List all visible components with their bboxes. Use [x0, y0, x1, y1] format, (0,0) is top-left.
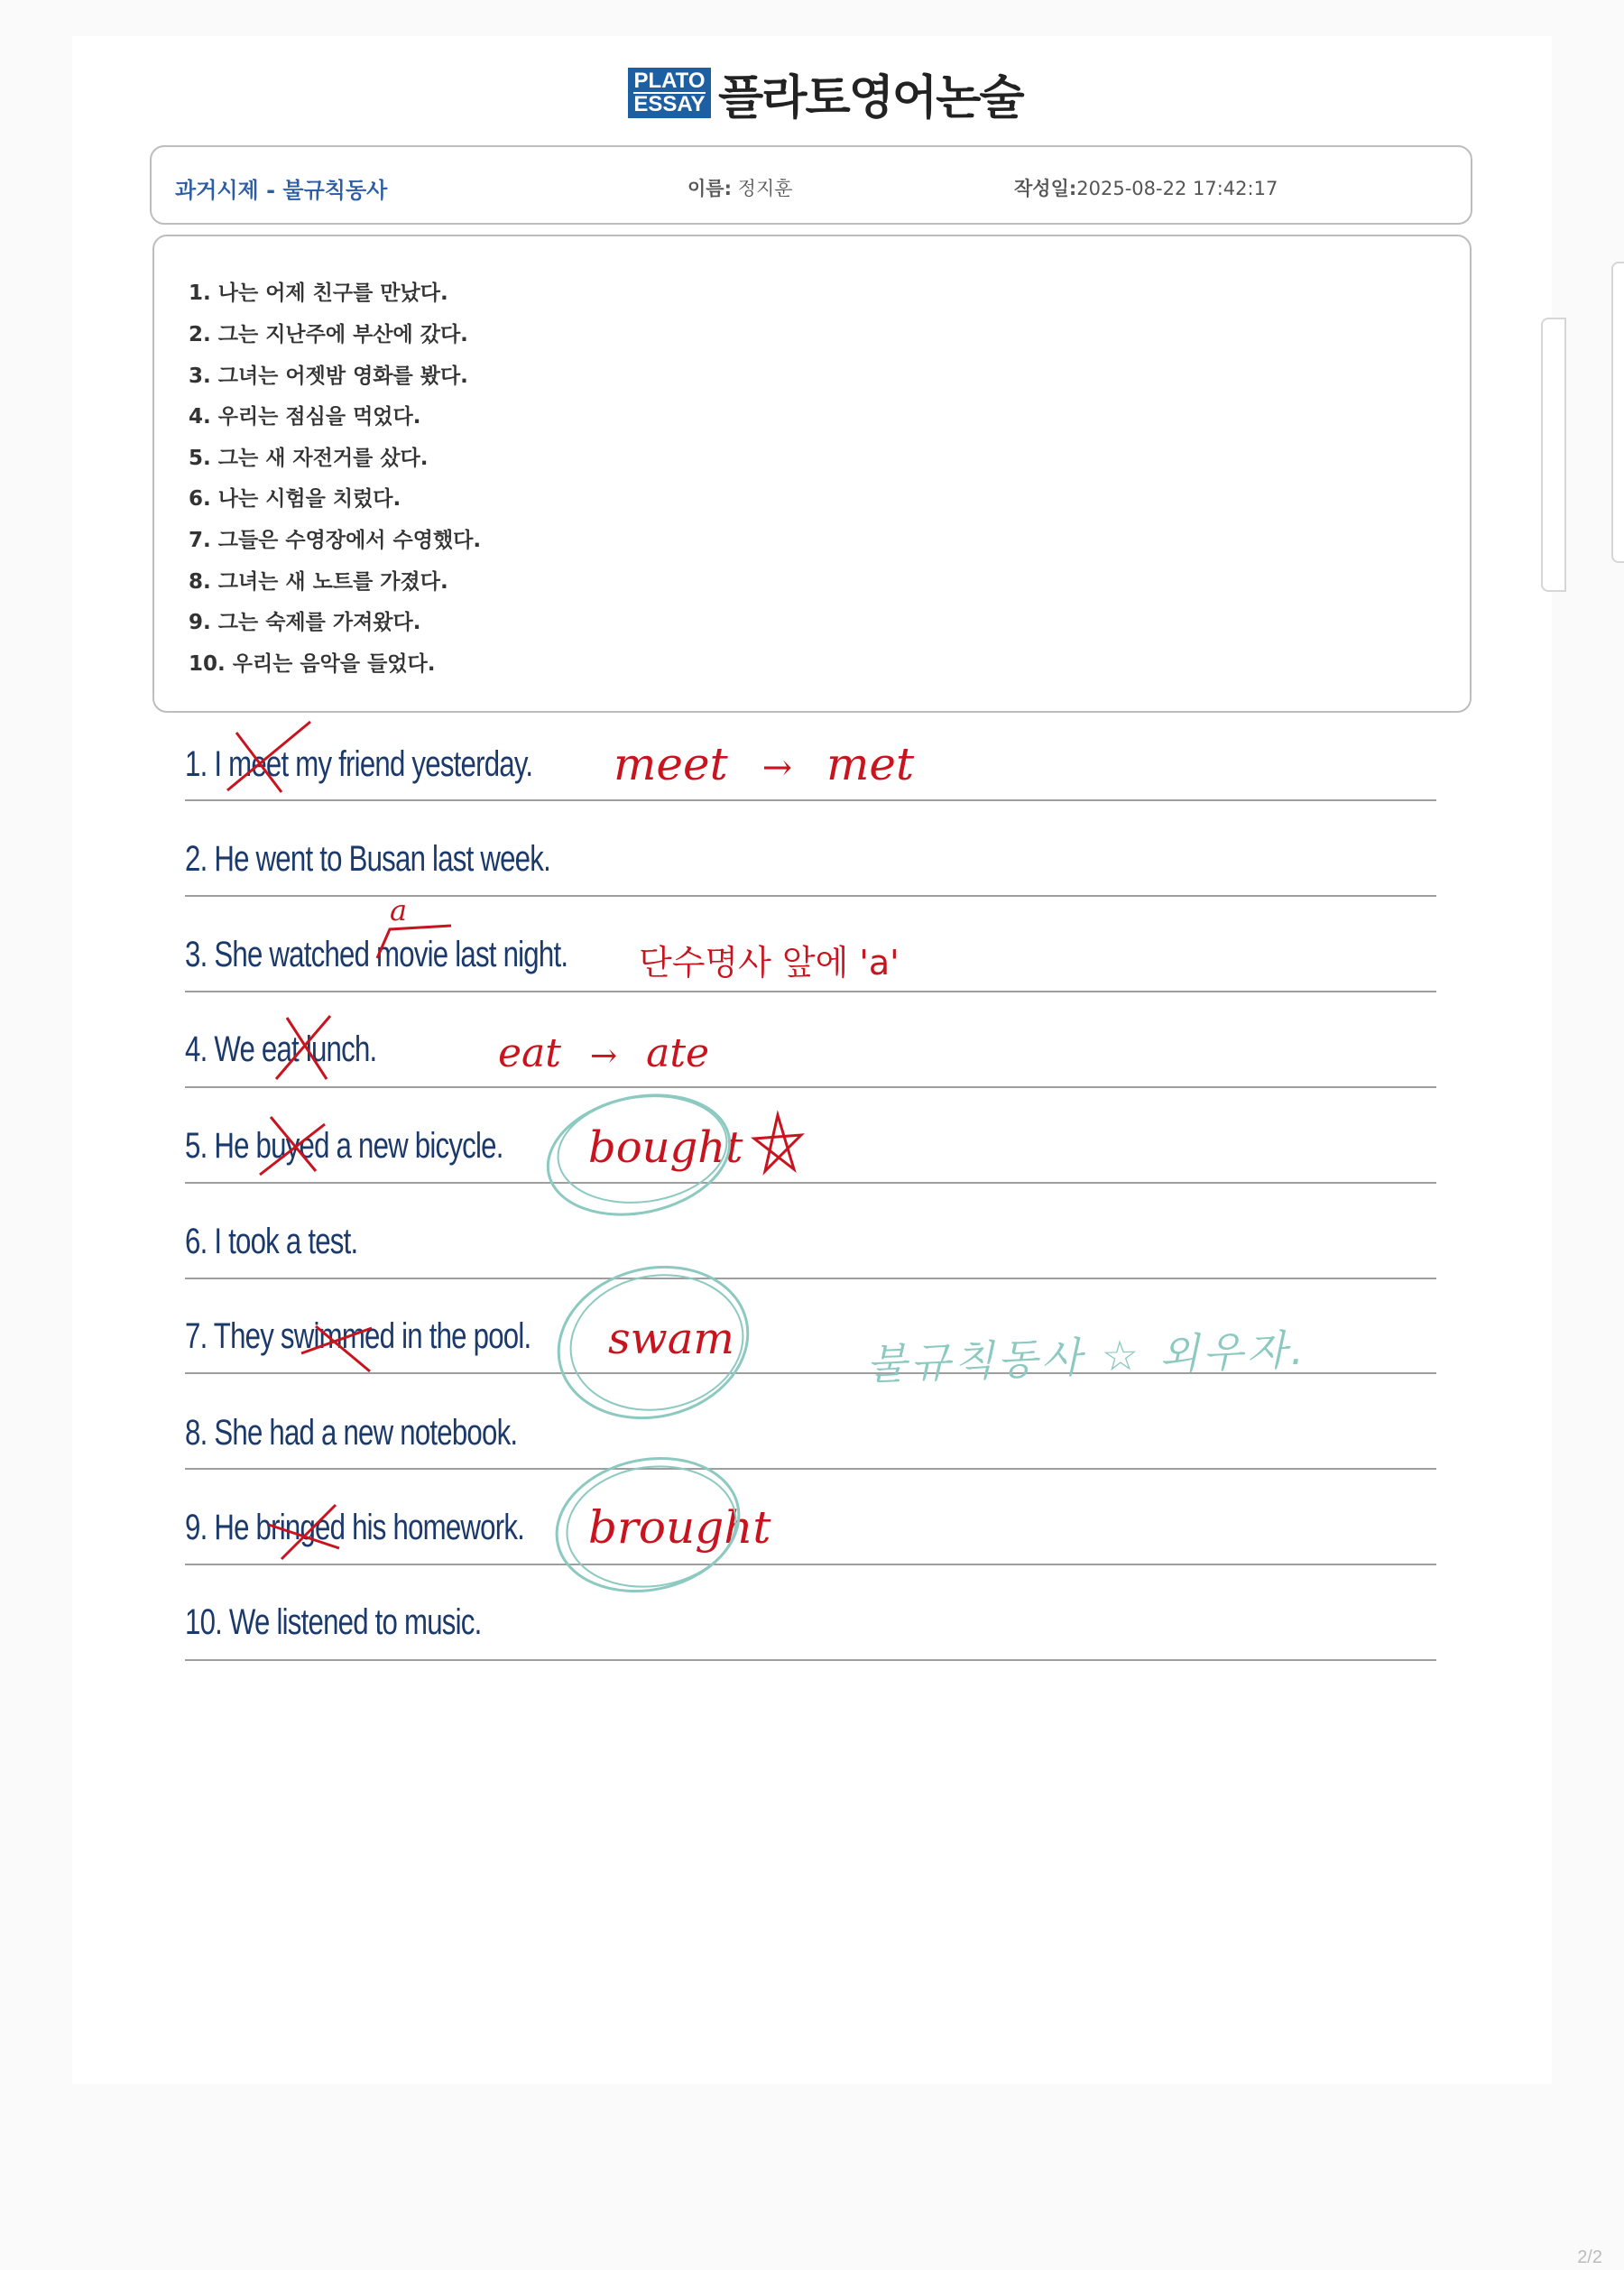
question-item: 8. 그녀는 새 노트를 가졌다.	[189, 570, 448, 594]
correction-9: brought	[588, 1501, 771, 1554]
correction-1: meet → met	[614, 738, 915, 790]
side-panel-tab[interactable]	[1611, 262, 1624, 563]
ruled-line	[185, 1182, 1436, 1184]
ruled-line	[185, 1564, 1436, 1565]
ruled-line	[185, 1659, 1436, 1661]
student-name: 이름: 정지훈	[687, 178, 793, 199]
plato-essay-logo	[628, 65, 1023, 125]
question-item: 1. 나는 어제 친구를 만났다.	[189, 281, 448, 305]
question-item: 9. 그는 숙제를 가져왔다.	[189, 611, 421, 634]
ruled-line	[185, 1468, 1436, 1470]
ruled-line	[185, 799, 1436, 801]
question-item: 2. 그는 지난주에 부산에 갔다.	[189, 323, 468, 346]
teal-note: 불규칙동사 ☆ 외우자.	[865, 1324, 1308, 1389]
worksheet-header	[150, 145, 1472, 225]
correction-5: bought	[588, 1122, 743, 1173]
answer-line-3: 3. She watched movie last night.	[185, 935, 568, 974]
correction-3-insert: a	[390, 893, 408, 927]
ruled-line	[185, 991, 1436, 992]
answer-line-2: 2. He went to Busan last week.	[185, 839, 550, 879]
created-date: 작성일:2025-08-22 17:42:17	[1014, 178, 1278, 199]
answer-line-7: 7. They swimmed in the pool.	[185, 1316, 531, 1356]
question-item: 3. 그녀는 어젯밤 영화를 봤다.	[189, 364, 468, 388]
logo-mark: PLATO ESSAY	[628, 68, 711, 118]
correction-3-note: 단수명사 앞에 'a'	[639, 943, 900, 983]
answer-line-6: 6. I took a test.	[185, 1222, 358, 1261]
page-count: 2/2	[1577, 2247, 1602, 2267]
question-item: 10. 우리는 음악을 들었다.	[189, 652, 436, 676]
answer-line-1: 1. I meet my friend yesterday.	[185, 744, 533, 784]
answer-line-5: 5. He buyed a new bicycle.	[185, 1126, 503, 1166]
ruled-line	[185, 1278, 1436, 1279]
answer-line-10: 10. We listened to music.	[185, 1602, 482, 1642]
question-item: 5. 그는 새 자전거를 샀다.	[189, 447, 429, 470]
answer-line-9: 9. He bringed his homework.	[185, 1508, 525, 1547]
correction-7: swam	[608, 1314, 734, 1364]
question-list	[152, 235, 1472, 713]
side-panel-tab[interactable]	[1541, 318, 1566, 592]
answer-line-4: 4. We eat lunch.	[185, 1029, 377, 1069]
question-item: 4. 우리는 점심을 먹었다.	[189, 405, 421, 429]
ruled-line	[185, 1086, 1436, 1088]
ruled-line	[185, 895, 1436, 897]
correction-4: eat → ate	[498, 1030, 710, 1076]
logo-text: 플라토영어논술	[718, 70, 1023, 125]
worksheet-title: 과거시제 - 불규칙동사	[175, 178, 388, 203]
question-item: 7. 그들은 수영장에서 수영했다.	[189, 529, 482, 552]
answer-line-8: 8. She had a new notebook.	[185, 1413, 518, 1453]
question-item: 6. 나는 시험을 치렀다.	[189, 487, 401, 511]
